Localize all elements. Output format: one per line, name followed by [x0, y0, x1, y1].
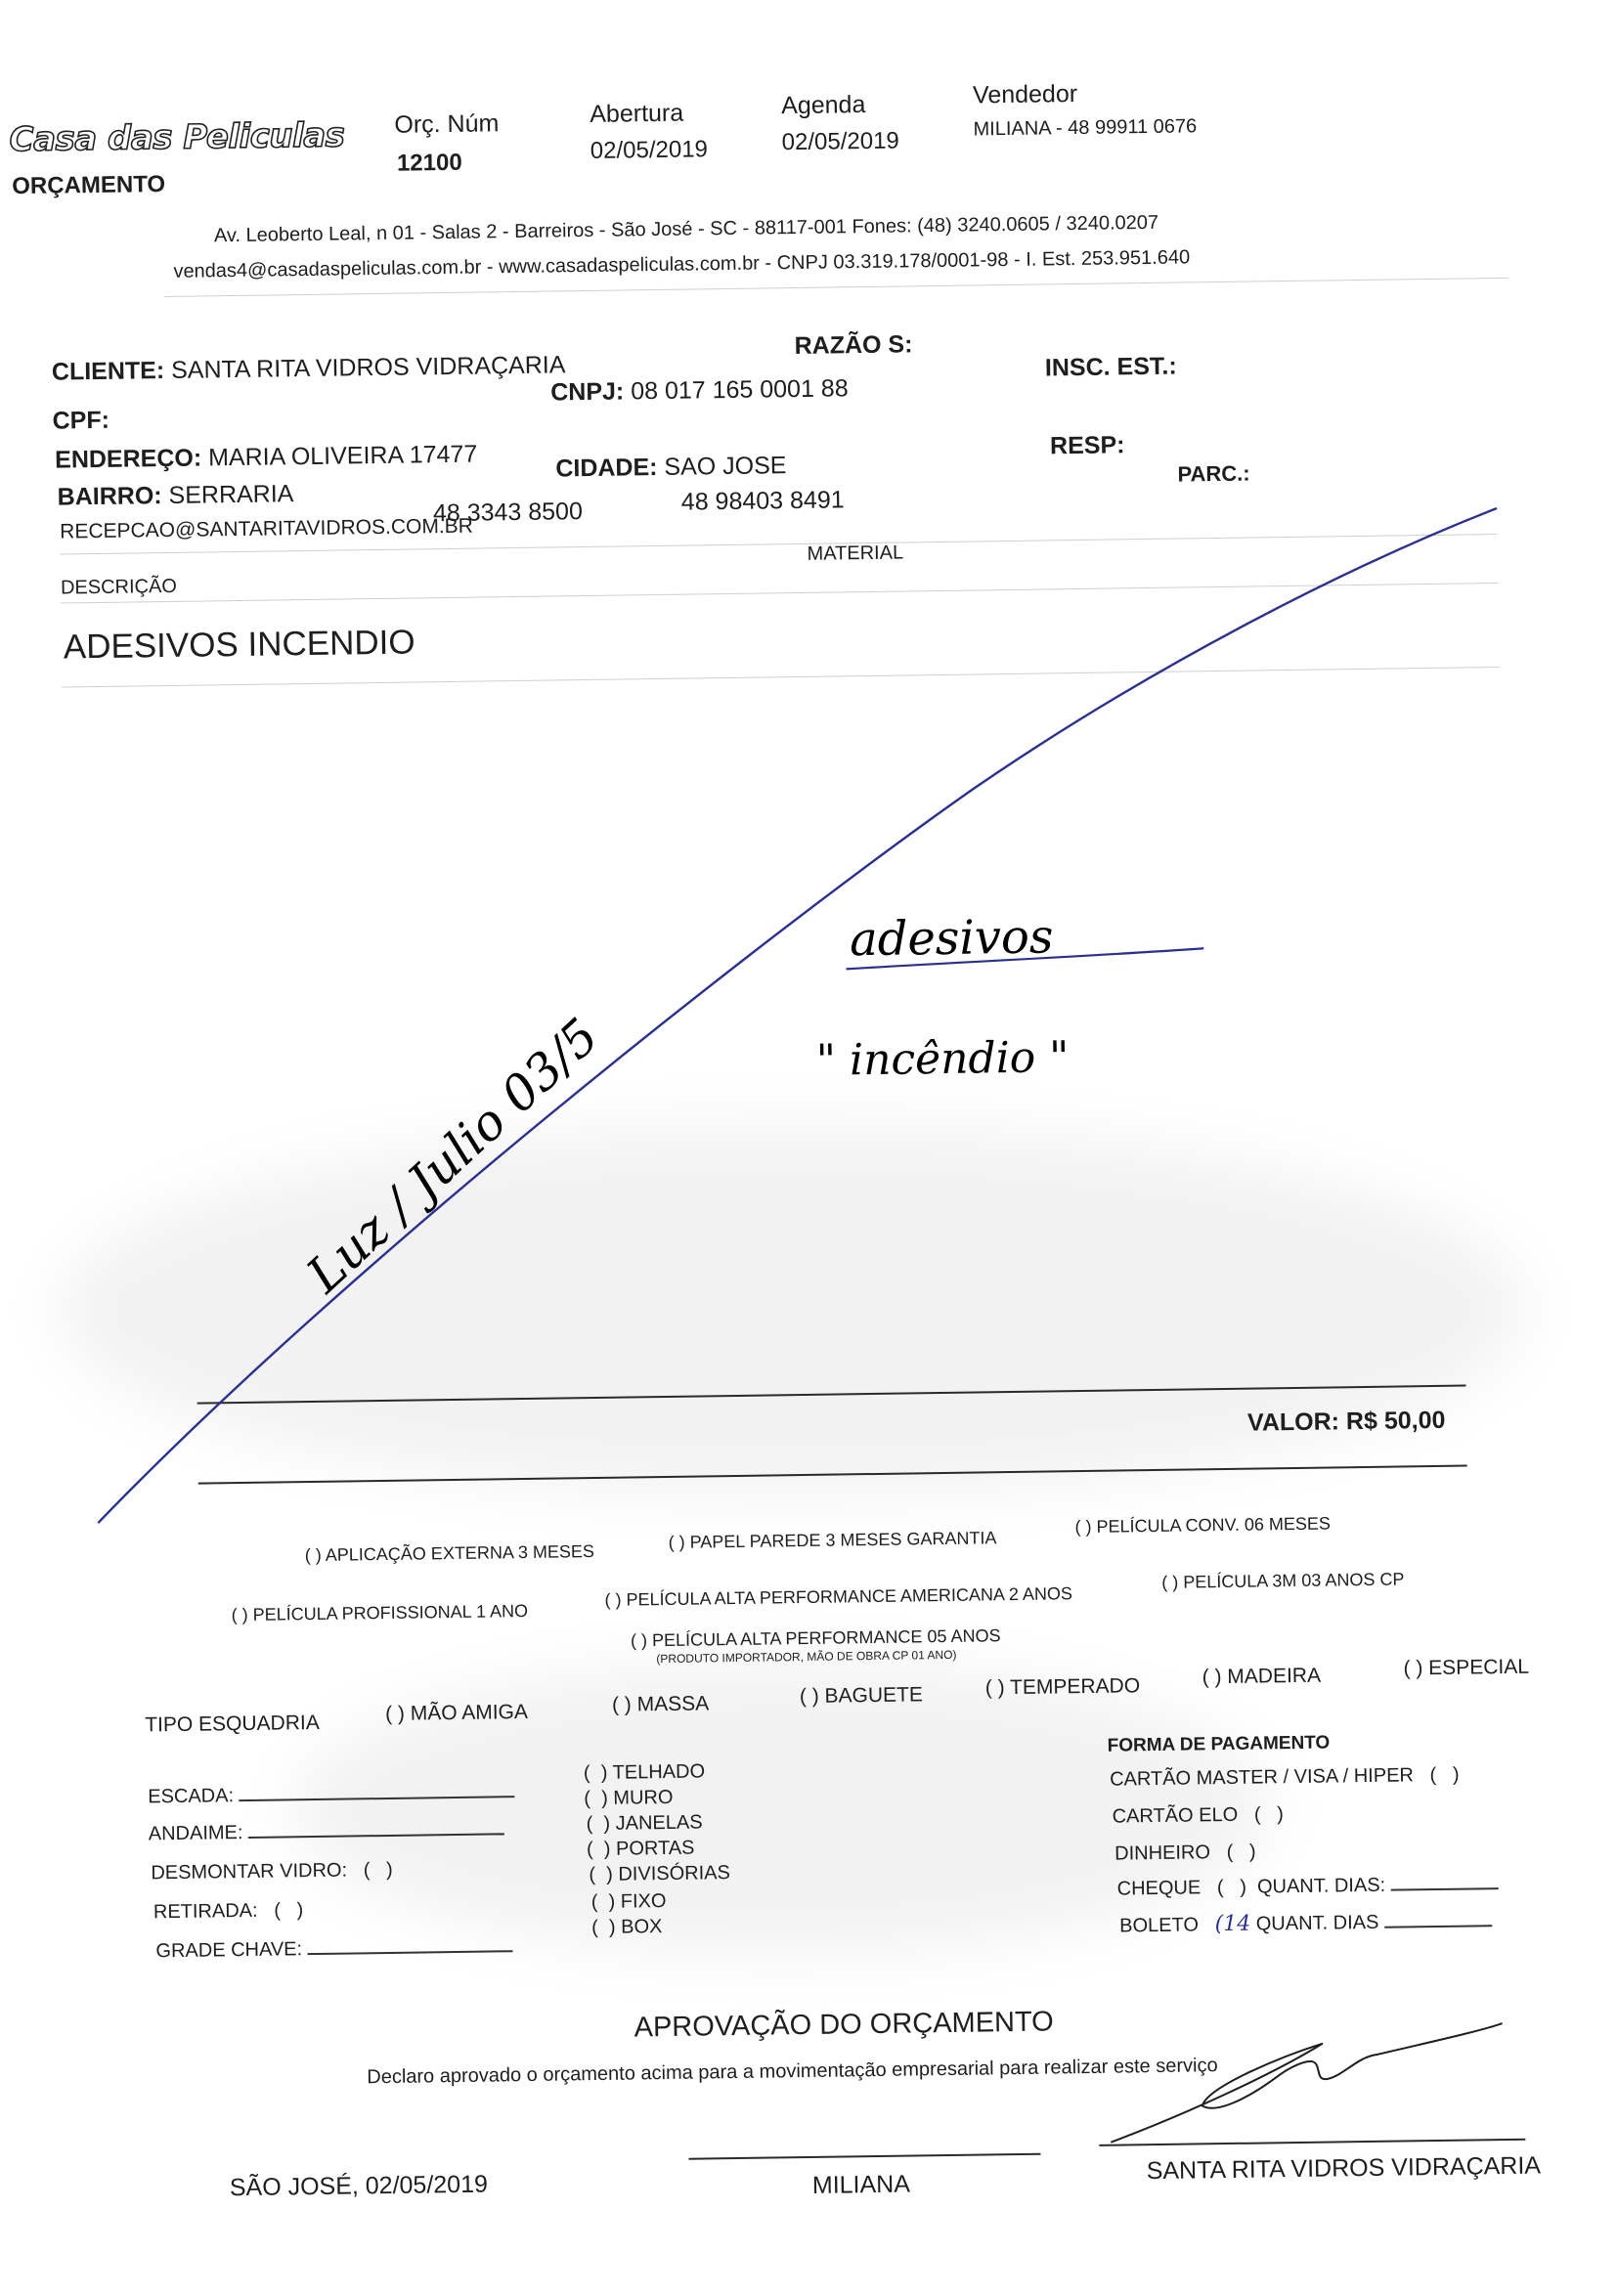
cidade-label: CIDADE:	[555, 453, 658, 483]
escada-label: ESCADA:	[148, 1785, 235, 1808]
client-email: RECEPCAO@SANTARITAVIDROS.COM.BR	[60, 514, 474, 543]
cpf-label: CPF:	[52, 406, 110, 435]
descricao-label: DESCRIÇÃO	[60, 575, 178, 599]
cliente-value: SANTA RITA VIDROS VIDRAÇARIA	[170, 351, 566, 384]
client-phone-1: 48 3343 8500	[432, 498, 584, 528]
andaime-label: ANDAIME:	[148, 1822, 243, 1845]
boleto-mark: (14	[1214, 1911, 1251, 1937]
location-item: ( ) MURO	[584, 1786, 674, 1810]
endereco-value: MARIA OLIVEIRA 17477	[207, 440, 478, 472]
bairro-label: BAIRRO:	[57, 482, 162, 511]
desmontar-vidro-field: DESMONTAR VIDRO: ( )	[151, 1858, 393, 1884]
location-item: ( ) TELHADO	[583, 1760, 706, 1785]
handwritten-adesivos: adesivos	[849, 909, 1054, 968]
cnpj-value: 08 017 165 0001 88	[631, 374, 849, 406]
material-label: MATERIAL	[807, 542, 904, 565]
cliente-label: CLIENTE:	[51, 357, 165, 386]
location-item: ( ) BOX	[591, 1916, 663, 1939]
abertura-date: 02/05/2019	[590, 136, 709, 164]
description-text: ADESIVOS INCENDIO	[63, 623, 415, 667]
option-item: ( ) PAPEL PAREDE 3 MESES GARANTIA	[668, 1528, 997, 1552]
agenda-label: Agenda	[780, 90, 866, 120]
cidade-value: SAO JOSE	[664, 452, 787, 481]
option-item: ( ) PELÍCULA PROFISSIONAL 1 ANO	[231, 1600, 529, 1625]
client-signature-scribble	[1110, 2023, 1505, 2143]
diagonal-cancel-line	[84, 508, 1510, 1523]
option-item: ( ) PELÍCULA ALTA PERFORMANCE AMERICANA 2 ANOS	[604, 1583, 1073, 1610]
vendedor-value: MILIANA - 48 99911 0676	[973, 115, 1198, 141]
approval-client: SANTA RITA VIDROS VIDRAÇARIA	[1146, 2151, 1542, 2186]
vendedor-label: Vendedor	[972, 79, 1078, 109]
retirada-field: RETIRADA: ( )	[153, 1899, 304, 1924]
client-phone-2: 48 98403 8491	[680, 486, 845, 516]
approval-title: APROVAÇÃO DO ORÇAMENTO	[634, 2006, 1054, 2044]
cnpj-label: CNPJ:	[550, 377, 625, 407]
payment-cheque-label: CHEQUE ( ) QUANT. DIAS:	[1116, 1874, 1386, 1900]
location-item: ( ) PORTAS	[586, 1837, 695, 1861]
option-item: ( ) APLICAÇÃO EXTERNA 3 MESES	[304, 1541, 595, 1566]
location-item: ( ) JANELAS	[586, 1811, 703, 1836]
boleto-label: BOLETO	[1119, 1914, 1200, 1937]
option-item: ( ) PELÍCULA CONV. 06 MESES	[1074, 1513, 1332, 1538]
esquadria-item: ( ) MADEIRA	[1202, 1664, 1322, 1689]
location-item: ( ) DIVISÓRIAS	[589, 1862, 731, 1886]
endereco-label: ENDEREÇO:	[54, 444, 202, 474]
payment-title: FORMA DE PAGAMENTO	[1107, 1732, 1331, 1756]
bairro-value: SERRARIA	[168, 480, 294, 509]
option-note: (PRODUTO IMPORTADOR, MÃO DE OBRA CP 01 ANO)	[656, 1647, 957, 1667]
insc-est-label: INSC. EST.:	[1044, 352, 1177, 382]
payment-elo: CARTÃO ELO ( )	[1112, 1803, 1285, 1828]
boleto-dias-label: QUANT. DIAS	[1255, 1911, 1379, 1935]
parc-label: PARC.:	[1177, 460, 1250, 487]
approval-seller: MILIANA	[811, 2170, 911, 2199]
valor-total: VALOR: R$ 50,00	[1246, 1406, 1446, 1437]
company-contact: vendas4@casadaspeliculas.com.br - www.casadaspeliculas.com.br - CNPJ 03.319.178/0001-98 - I. Est. 253.951.640	[173, 246, 1191, 282]
approval-place-date: SÃO JOSÉ, 02/05/2019	[229, 2170, 489, 2202]
option-item: ( ) PELÍCULA ALTA PERFORMANCE 05 ANOS	[630, 1625, 1001, 1651]
company-logo: Casa das Peliculas	[9, 115, 345, 160]
esquadria-item: ( ) MASSA	[611, 1692, 710, 1716]
orc-number: 12100	[396, 149, 462, 177]
razao-label: RAZÃO S:	[794, 330, 913, 361]
payment-dinheiro: DINHEIRO ( )	[1114, 1841, 1256, 1865]
approval-declaration: Declaro aprovado o orçamento acima para a movimentação empresarial para realizar este serviço	[367, 2055, 1218, 2089]
company-address: Av. Leoberto Leal, n 01 - Salas 2 - Barreiros - São José - SC - 88117-001 Fones: (48) 3240.0605 / 3240.0207	[213, 211, 1159, 247]
grade-chave-label: GRADE CHAVE:	[155, 1938, 303, 1963]
payment-master: CARTÃO MASTER / VISA / HIPER ( )	[1109, 1763, 1460, 1791]
esquadria-item: ( ) BAGUETE	[799, 1683, 924, 1709]
resp-label: RESP:	[1049, 431, 1125, 460]
esquadria-item: ( ) MÃO AMIGA	[384, 1700, 529, 1726]
option-item: ( ) PELÍCULA 3M 03 ANOS CP	[1161, 1569, 1405, 1592]
esquadria-label: TIPO ESQUADRIA	[145, 1711, 320, 1737]
location-item: ( ) FIXO	[590, 1890, 667, 1914]
orc-label: Orç. Núm	[394, 109, 500, 139]
document-type: ORÇAMENTO	[12, 170, 166, 200]
esquadria-item: ( ) ESPECIAL	[1403, 1655, 1530, 1680]
esquadria-item: ( ) TEMPERADO	[984, 1674, 1141, 1700]
handwritten-luz-julio: Luz / Julio 03/5	[295, 1007, 610, 1304]
abertura-label: Abertura	[590, 99, 684, 128]
agenda-date: 02/05/2019	[781, 127, 899, 156]
handwritten-incendio: " incêndio "	[815, 1032, 1070, 1086]
